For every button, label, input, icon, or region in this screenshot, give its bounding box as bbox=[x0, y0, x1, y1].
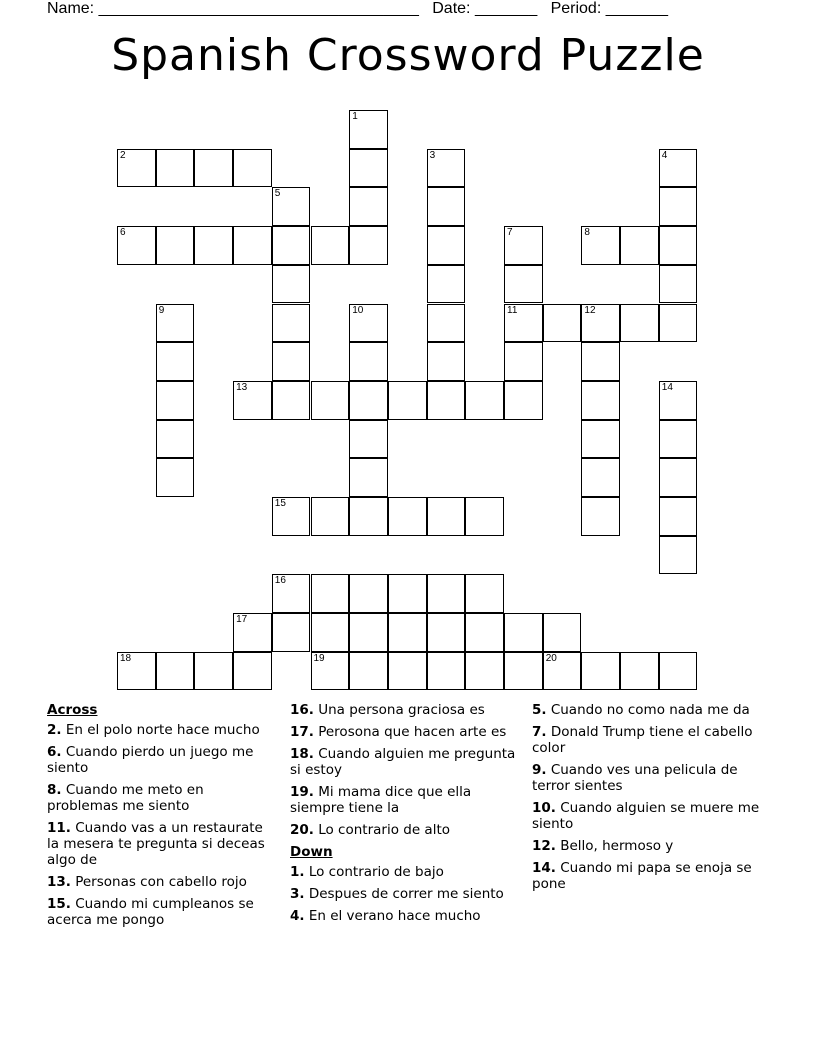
grid-cell[interactable] bbox=[659, 187, 698, 226]
clue-text: Mi mama dice que ella siempre tiene la bbox=[290, 784, 472, 816]
grid-cell[interactable] bbox=[272, 381, 311, 420]
grid-cell[interactable] bbox=[272, 497, 311, 536]
grid-cell[interactable] bbox=[349, 652, 388, 691]
grid-cell[interactable] bbox=[659, 652, 698, 691]
grid-cell[interactable] bbox=[349, 497, 388, 536]
clue-number: 14. bbox=[532, 860, 556, 876]
clue-item bbox=[47, 896, 277, 928]
grid-cell[interactable] bbox=[156, 420, 195, 459]
clue-text: Cuando pierdo un juego me siento bbox=[47, 744, 254, 776]
grid-cell[interactable] bbox=[156, 381, 195, 420]
grid-cell[interactable] bbox=[233, 381, 272, 420]
clue-item bbox=[532, 800, 762, 832]
grid-cell[interactable] bbox=[581, 497, 620, 536]
grid-cell[interactable] bbox=[272, 265, 311, 304]
cell-number: 4 bbox=[661, 149, 668, 161]
cell-number: 11 bbox=[507, 304, 518, 316]
grid-cell[interactable] bbox=[504, 342, 543, 381]
clue-number: 13. bbox=[47, 874, 71, 890]
grid-cell[interactable] bbox=[349, 574, 388, 613]
grid-cell[interactable] bbox=[349, 613, 388, 652]
grid-cell[interactable] bbox=[504, 265, 543, 304]
grid-cell[interactable] bbox=[272, 226, 311, 265]
clue-text: Personas con cabello rojo bbox=[70, 874, 247, 890]
clue-item bbox=[532, 860, 762, 892]
grid-cell[interactable] bbox=[233, 613, 272, 652]
grid-cell[interactable] bbox=[465, 381, 504, 420]
clue-item bbox=[290, 864, 520, 880]
clue-number: 3. bbox=[290, 886, 305, 902]
clue-text: En el verano hace mucho bbox=[304, 908, 481, 924]
clue-item bbox=[532, 702, 762, 718]
clue-number: 9. bbox=[532, 762, 547, 778]
grid-cell[interactable] bbox=[659, 381, 698, 420]
grid-cell[interactable] bbox=[349, 304, 388, 343]
grid-cell[interactable] bbox=[349, 149, 388, 188]
grid-cell[interactable] bbox=[349, 420, 388, 459]
clue-text: Cuando me meto en problemas me siento bbox=[47, 782, 204, 814]
grid-cell[interactable] bbox=[156, 652, 195, 691]
grid-cell[interactable] bbox=[504, 652, 543, 691]
cell-number: 3 bbox=[429, 149, 436, 161]
cell-number: 14 bbox=[661, 381, 673, 393]
clue-number: 7. bbox=[532, 724, 547, 740]
clue-number: 16. bbox=[290, 702, 314, 718]
clue-column-3 bbox=[532, 702, 762, 898]
clue-text: Cuando mi papa se enoja se pone bbox=[532, 860, 752, 892]
clue-item bbox=[47, 722, 277, 738]
cell-number: 6 bbox=[120, 227, 126, 239]
grid-cell[interactable] bbox=[311, 613, 350, 652]
cell-number: 20 bbox=[545, 652, 557, 664]
grid-cell[interactable] bbox=[581, 304, 620, 343]
clue-item bbox=[290, 822, 520, 838]
clue-number: 15. bbox=[47, 896, 71, 912]
cell-number: 2 bbox=[120, 149, 126, 161]
grid-cell[interactable] bbox=[156, 342, 195, 381]
grid-cell[interactable] bbox=[659, 420, 698, 459]
clue-text: Donald Trump tiene el cabello color bbox=[532, 724, 753, 756]
grid-cell[interactable] bbox=[349, 226, 388, 265]
cell-number: 15 bbox=[274, 498, 286, 509]
grid-cell[interactable] bbox=[620, 304, 659, 343]
clue-column-1 bbox=[47, 702, 277, 934]
grid-cell[interactable] bbox=[349, 187, 388, 226]
clue-item bbox=[532, 724, 762, 756]
clue-text: Cuando ves una pelicula de terror sientes bbox=[532, 762, 738, 794]
clue-item bbox=[47, 744, 277, 776]
clue-text: Perosona que hacen arte es bbox=[313, 724, 507, 740]
grid-cell[interactable] bbox=[311, 574, 350, 613]
grid-cell[interactable] bbox=[272, 342, 311, 381]
grid-cell[interactable] bbox=[581, 420, 620, 459]
grid-cell[interactable] bbox=[349, 110, 388, 149]
clue-number: 6. bbox=[47, 744, 62, 760]
clue-column-2 bbox=[290, 702, 520, 930]
grid-cell[interactable] bbox=[543, 652, 582, 691]
grid-cell[interactable] bbox=[659, 458, 698, 497]
clue-text: Lo contrario de bajo bbox=[304, 864, 444, 880]
clue-text: Cuando alguien me pregunta si estoy bbox=[290, 746, 516, 778]
grid-cell[interactable] bbox=[427, 226, 466, 265]
grid-cell[interactable] bbox=[427, 613, 466, 652]
grid-cell[interactable] bbox=[117, 149, 156, 188]
clue-item bbox=[290, 784, 520, 816]
grid-cell[interactable] bbox=[388, 613, 427, 652]
grid-cell[interactable] bbox=[465, 652, 504, 691]
clue-number: 2. bbox=[47, 722, 62, 738]
cell-number: 17 bbox=[236, 614, 248, 626]
grid-cell[interactable] bbox=[156, 226, 195, 265]
grid-cell[interactable] bbox=[620, 652, 659, 691]
cell-number: 13 bbox=[236, 381, 248, 393]
clue-text: Cuando mi cumpleanos se acerca me pongo bbox=[47, 896, 254, 928]
grid-cell[interactable] bbox=[427, 265, 466, 304]
clue-text: Cuando no como nada me da bbox=[546, 702, 750, 718]
grid-cell[interactable] bbox=[504, 613, 543, 652]
clue-item bbox=[290, 746, 520, 778]
grid-cell[interactable] bbox=[427, 652, 466, 691]
grid-cell[interactable] bbox=[504, 304, 543, 343]
clue-number: 20. bbox=[290, 822, 314, 838]
grid-cell[interactable] bbox=[465, 497, 504, 536]
grid-cell[interactable] bbox=[581, 652, 620, 691]
cell-number: 1 bbox=[352, 111, 358, 122]
clue-item bbox=[290, 702, 520, 718]
grid-cell[interactable] bbox=[504, 226, 543, 265]
clue-text: Una persona graciosa es bbox=[313, 702, 485, 718]
clue-number: 11. bbox=[47, 820, 71, 836]
cell-number: 19 bbox=[313, 652, 325, 664]
grid-cell[interactable] bbox=[388, 652, 427, 691]
clue-number: 12. bbox=[532, 838, 556, 854]
clue-number: 19. bbox=[290, 784, 314, 800]
clue-number: 4. bbox=[290, 908, 305, 924]
grid-cell[interactable] bbox=[311, 652, 350, 691]
grid-cell[interactable] bbox=[349, 381, 388, 420]
grid-cell[interactable] bbox=[388, 574, 427, 613]
header-fields: Name: ____________________________________ Date: _______ Period: _______ bbox=[47, 0, 668, 17]
grid-cell[interactable] bbox=[272, 187, 311, 226]
clue-text: Cuando vas a un restaurate la mesera te pregunta si deceas algo de bbox=[47, 820, 265, 868]
clue-item bbox=[532, 762, 762, 794]
clue-item bbox=[290, 886, 520, 902]
grid-cell[interactable] bbox=[427, 342, 466, 381]
grid-cell[interactable] bbox=[117, 652, 156, 691]
grid-cell[interactable] bbox=[581, 226, 620, 265]
grid-cell[interactable] bbox=[659, 536, 698, 575]
grid-cell[interactable] bbox=[427, 149, 466, 188]
grid-cell[interactable] bbox=[233, 149, 272, 188]
clue-number: 5. bbox=[532, 702, 547, 718]
grid-cell[interactable] bbox=[465, 613, 504, 652]
clue-text: Despues de correr me siento bbox=[304, 886, 504, 902]
clue-item bbox=[290, 908, 520, 924]
clue-number: 1. bbox=[290, 864, 305, 880]
grid-cell[interactable] bbox=[233, 652, 272, 691]
grid-cell[interactable] bbox=[504, 381, 543, 420]
grid-cell[interactable] bbox=[272, 613, 311, 652]
grid-cell[interactable] bbox=[427, 497, 466, 536]
cell-number: 16 bbox=[274, 575, 286, 587]
down-heading: Down bbox=[290, 844, 333, 860]
grid-cell[interactable] bbox=[659, 497, 698, 536]
grid-cell[interactable] bbox=[272, 304, 311, 343]
grid-cell[interactable] bbox=[311, 497, 350, 536]
grid-cell[interactable] bbox=[581, 342, 620, 381]
grid-cell[interactable] bbox=[620, 226, 659, 265]
cell-number: 10 bbox=[352, 304, 364, 316]
grid-cell[interactable] bbox=[427, 304, 466, 343]
grid-cell[interactable] bbox=[233, 226, 272, 265]
grid-cell[interactable] bbox=[427, 574, 466, 613]
clue-item bbox=[47, 782, 277, 814]
page-title: Spanish Crossword Puzzle bbox=[111, 30, 705, 81]
grid-cell[interactable] bbox=[659, 149, 698, 188]
clue-item bbox=[290, 724, 520, 740]
clue-item bbox=[47, 874, 277, 890]
grid-cell[interactable] bbox=[349, 458, 388, 497]
clue-number: 10. bbox=[532, 800, 556, 816]
clue-number: 18. bbox=[290, 746, 314, 762]
grid-cell[interactable] bbox=[388, 497, 427, 536]
grid-cell[interactable] bbox=[581, 458, 620, 497]
grid-cell[interactable] bbox=[427, 381, 466, 420]
grid-cell[interactable] bbox=[311, 226, 350, 265]
grid-cell[interactable] bbox=[581, 381, 620, 420]
grid-cell[interactable] bbox=[659, 304, 698, 343]
cell-number: 5 bbox=[274, 188, 281, 200]
grid-cell[interactable] bbox=[194, 149, 233, 188]
grid-cell[interactable] bbox=[465, 574, 504, 613]
clue-number: 8. bbox=[47, 782, 62, 798]
grid-cell[interactable] bbox=[659, 226, 698, 265]
grid-cell[interactable] bbox=[156, 149, 195, 188]
clue-item bbox=[47, 820, 277, 868]
grid-cell[interactable] bbox=[156, 458, 195, 497]
clue-text: Lo contrario de alto bbox=[313, 822, 450, 838]
grid-cell[interactable] bbox=[194, 226, 233, 265]
cell-number: 12 bbox=[584, 304, 596, 316]
grid-cell[interactable] bbox=[427, 187, 466, 226]
clue-text: En el polo norte hace mucho bbox=[61, 722, 260, 738]
grid-cell[interactable] bbox=[349, 342, 388, 381]
grid-cell[interactable] bbox=[543, 613, 582, 652]
grid-cell[interactable] bbox=[388, 381, 427, 420]
cell-number: 18 bbox=[120, 652, 132, 664]
cell-number: 8 bbox=[584, 227, 590, 239]
grid-cell[interactable] bbox=[659, 265, 698, 304]
across-heading: Across bbox=[47, 702, 98, 718]
grid-cell[interactable] bbox=[272, 574, 311, 613]
grid-cell[interactable] bbox=[311, 381, 350, 420]
grid-cell[interactable] bbox=[156, 304, 195, 343]
grid-cell[interactable] bbox=[117, 226, 156, 265]
cell-number: 9 bbox=[158, 304, 165, 316]
grid-cell[interactable] bbox=[194, 652, 233, 691]
clue-number: 17. bbox=[290, 724, 314, 740]
cell-number: 7 bbox=[507, 227, 513, 239]
grid-cell[interactable] bbox=[543, 304, 582, 343]
clue-text: Bello, hermoso y bbox=[555, 838, 674, 854]
clue-text: Cuando alguien se muere me siento bbox=[532, 800, 760, 832]
clue-item bbox=[532, 838, 762, 854]
